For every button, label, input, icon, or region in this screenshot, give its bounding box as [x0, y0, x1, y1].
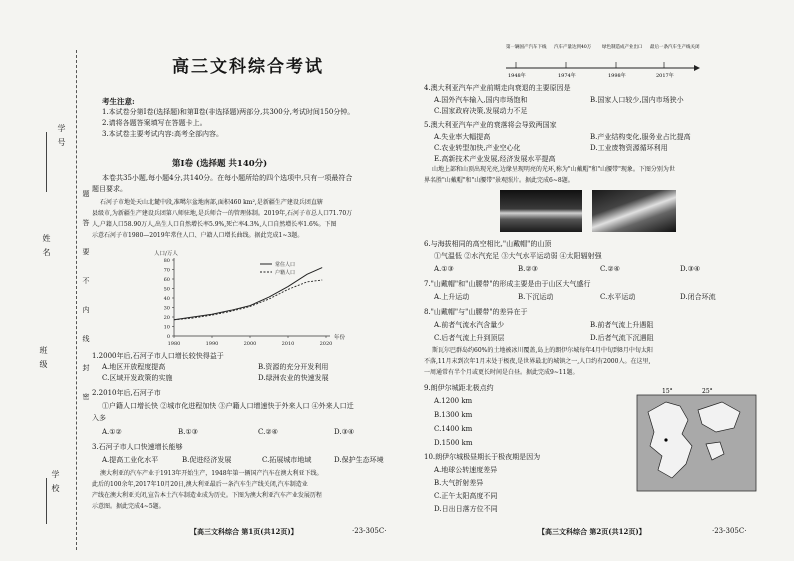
id-write-line [46, 132, 47, 192]
chart-ytick-label: 50 [163, 286, 170, 293]
chart-ytick-label: 30 [163, 305, 170, 312]
q3-option-c[interactable]: C.拓展城市地域 [262, 456, 312, 464]
footer-left-code: ·23-305C· [352, 527, 387, 535]
q7-option-d[interactable]: D.闭合环流 [680, 293, 716, 301]
q2-option-d[interactable]: D.③④ [334, 428, 355, 436]
q9-option-c[interactable]: C.1400 km [434, 425, 473, 433]
chart-xtick-label: 1980 [167, 341, 181, 347]
chart-ylabel: 人口/万人 [154, 251, 178, 257]
q10-option-b[interactable]: B.大气折射差异 [434, 479, 484, 487]
population-chart [140, 246, 360, 350]
chart-ytick-label: 20 [163, 315, 170, 321]
photo-mountain-cap [500, 190, 582, 232]
q4-stem: 4.澳大利亚汽车产业前期走向衰退的主要原因是 [424, 84, 571, 92]
passage3-line-2: 界名胜"山戴帽"和"山腰带"景观照片。据此完成6~8题。 [424, 177, 574, 184]
passage1-line-1: 石河子市地处天山北麓中段,准噶尔盆地南部,面积460 km²,是新疆生产建设兵团直辖 [100, 199, 323, 206]
svalbard-map [636, 386, 758, 494]
note-3: 3.本试卷主要考试内容:高考全部内容。 [102, 130, 224, 138]
q5-option-c[interactable]: C.农业转型加快,产业空心化 [434, 144, 521, 152]
student-id-label: 学号 [57, 124, 66, 152]
q4-option-b[interactable]: B.国家人口较少,国内市场狭小 [590, 96, 684, 104]
chart-ytick-label: 0 [166, 334, 170, 340]
seal-line-text: 题 答 要 不 内 线 封 密 [82, 190, 90, 401]
timeline-label-2: 汽车产量达到40万 [554, 45, 592, 50]
chart-legend-label: 常住人口 [275, 262, 296, 268]
q7-option-c[interactable]: C.水平运动 [600, 293, 636, 301]
chart-legend-label: 户籍人口 [275, 270, 296, 276]
q2-statements: ①户籍人口增长快 ②城市化进程加快 ③户籍人口增速快于外来人口 ④外来人口迁 [102, 402, 354, 410]
map-lon-15: 15° [662, 388, 673, 395]
q8-option-a[interactable]: A.前者气流水汽含量少 [434, 321, 505, 329]
passage1-line-4: 示意石河子市1980—2019年常住人口、户籍人口增长曲线。据此完成1~3题。 [92, 232, 304, 239]
q3-stem: 3.石河子市人口快速增长能够 [92, 443, 183, 451]
note-1: 1.本试卷分第Ⅰ卷(选择题)和第Ⅱ卷(非选择题)两部分,共300分,考试时间150分钟。 [102, 108, 355, 116]
passage4-line-2: 不落,11月末到次年1月末处于极夜,是世界最北的城镇之一,人口约有2000人。在这里, [424, 358, 651, 365]
q4-option-a[interactable]: A.国外汽车输入,国内市场饱和 [434, 96, 528, 104]
chart-xtick-label: 2010 [281, 341, 295, 347]
q5-option-e[interactable]: E.高新技术产业发展,经济发展水平提高 [434, 155, 556, 163]
q1-option-c[interactable]: C.区域开发政策的实施 [102, 374, 173, 382]
passage2-line-4: 示意图。据此完成4~5题。 [92, 503, 165, 510]
photo-mountain-belt [592, 190, 676, 232]
chart-xtick-label: 2000 [243, 341, 257, 347]
chart-ytick-label: 60 [163, 277, 170, 283]
notes-heading: 考生注意: [102, 97, 135, 106]
chart-legend [260, 261, 295, 276]
q5-option-b[interactable]: B.产业结构变化,服务业占比提高 [590, 133, 691, 141]
q2-statements-cont: 入多 [92, 414, 106, 422]
q1-option-a[interactable]: A.地区开放程度提高 [102, 363, 166, 371]
passage1-line-2: 县级市,为新疆生产建设兵团第八师驻地,是兵师合一的管理体制。2019年,石河子市总人口71.70万 [92, 210, 353, 217]
q2-option-b[interactable]: B.①③ [178, 428, 198, 436]
q6-option-d[interactable]: D.③④ [680, 265, 701, 273]
chart-ytick-label: 70 [163, 267, 170, 274]
name-label: 姓名 [42, 234, 51, 262]
q9-stem: 9.朗伊尔城距北极点约 [424, 384, 494, 392]
q8-option-b[interactable]: B.前者气流上升遇阻 [590, 321, 654, 329]
timeline-label-4: 最后一条汽车生产线关闭 [650, 45, 700, 50]
chart-ytick-label: 10 [163, 324, 170, 331]
q1-option-d[interactable]: D.绿洲农业的快速发展 [258, 374, 329, 382]
school-label: 学校 [51, 470, 60, 498]
q9-option-b[interactable]: B.1300 km [434, 411, 473, 419]
chart-x-ticks [168, 336, 333, 347]
chart-y-ticks [164, 258, 174, 340]
q6-option-c[interactable]: C.②④ [600, 265, 620, 273]
q5-option-a[interactable]: A.失业率大幅提高 [434, 133, 491, 141]
chart-series-line-1 [174, 268, 322, 320]
timeline-year-1: 1948年 [508, 73, 526, 79]
footer-right-code: ·23-305C· [712, 527, 747, 535]
timeline-year-4: 2017年 [656, 73, 674, 79]
q7-stem: 7."山戴帽"和"山腰带"的形成主要是由于山区大气盛行 [424, 280, 591, 288]
q3-option-a[interactable]: A.提高工业化水平 [102, 456, 159, 464]
class-label: 班级 [39, 346, 48, 374]
footer-right: 【高三文科综合 第2页(共12页)】 [538, 527, 646, 536]
q7-option-b[interactable]: B.下沉运动 [518, 293, 554, 301]
q8-stem: 8."山戴帽"与"山腰带"的差异在于 [424, 308, 528, 316]
timeline-label-1: 第一辆国产汽车下线 [506, 45, 547, 50]
q9-option-a[interactable]: A.1200 km [434, 397, 473, 405]
passage3-line-1: 山地上部和山顶出现光亮,边缘呈现明亮的光环,称为"山戴帽"和"山腰带"现象。下图分别为世 [432, 166, 675, 173]
q9-option-d[interactable]: D.1500 km [434, 439, 473, 447]
passage2-line-3: 产线在澳大利亚关闭,宣告本土汽车制造业成为历史。下图为澳大利亚汽车产业发展历程 [92, 492, 322, 499]
timeline-year-2: 1974年 [558, 73, 576, 79]
note-2: 2.请将各题答案填写在答题卡上。 [102, 119, 207, 127]
q10-stem: 10.朗伊尔城极昼期长于极夜期是因为 [424, 453, 541, 461]
q3-option-b[interactable]: B.促进经济发展 [182, 456, 232, 464]
chart-ytick-label: 80 [163, 258, 170, 264]
chart-ytick-label: 40 [163, 296, 170, 302]
passage1-line-3: 人,户籍人口58.90万人,出生人口自然增长率5.9%,死亡率4.3%,人口自然增长率1.6%。下图 [92, 221, 337, 228]
passage2-line-2: 此后的100余年,2017年10月20日,澳大利亚最后一条汽车生产线关闭,汽车制造业 [92, 481, 308, 488]
q6-statements: ①气温低 ②水汽充足 ③大气水平运动弱 ④太阳辐射强 [434, 252, 602, 260]
part1-intro-1: 本卷共35小题,每小题4分,共140分。在每小题所给的四个选项中,只有一项最符合 [102, 174, 353, 182]
q2-option-c[interactable]: C.②④ [258, 428, 278, 436]
q8-option-d[interactable]: D.后者气流下沉遇阻 [590, 334, 654, 342]
school-write-line [46, 478, 47, 524]
q10-option-d[interactable]: D.日出日落方位不同 [434, 505, 498, 513]
part1-intro-2: 题目要求。 [92, 185, 127, 193]
footer-left: 【高三文科综合 第1页(共12页)】 [190, 527, 298, 536]
passage4-line-3: 一周通常有半个月或更长时间是白昼。据此完成9~11题。 [424, 369, 579, 376]
q3-option-d[interactable]: D.保护生态环境 [334, 456, 384, 464]
q6-option-b[interactable]: B.②③ [518, 265, 538, 273]
auto-industry-timeline [504, 42, 704, 80]
q10-option-a[interactable]: A.地球公转速度差异 [434, 466, 498, 474]
exam-title: 高三文科综合考试 [172, 57, 324, 77]
q5-option-d[interactable]: D.工业废物资源循环利用 [590, 144, 668, 152]
q7-option-a[interactable]: A.上升运动 [434, 293, 470, 301]
chart-xtick-label: 1990 [205, 341, 219, 347]
chart-series [174, 268, 322, 320]
chart-series-line-2 [174, 280, 322, 320]
q2-stem: 2.2010年后,石河子市 [92, 389, 161, 397]
q6-option-a[interactable]: A.①③ [434, 265, 454, 273]
q8-option-c[interactable]: C.后者气流上升到顶层 [434, 334, 505, 342]
timeline-label-3: 绿色制造成产业出口 [602, 45, 643, 50]
passage2-line-1: 澳大利亚的汽车产业于1913年开始生产，1948年第一辆国产汽车在澳大利亚下线。 [100, 470, 323, 477]
q1-stem: 1.2000年后,石河子市人口增长较快得益于 [92, 352, 224, 360]
seal-dashed-line [76, 50, 77, 550]
chart-xlabel: 年份 [334, 335, 346, 341]
part1-heading: 第Ⅰ卷 (选择题 共140分) [172, 159, 268, 169]
timeline-year-3: 1998年 [608, 73, 626, 79]
chart-xtick-label: 2020 [319, 341, 333, 347]
q5-stem: 5.澳大利亚汽车产业的衰落将会导致两国家 [424, 121, 557, 129]
q2-option-a[interactable]: A.①② [102, 428, 122, 436]
q4-option-c[interactable]: C.国家政府决策,发展动力不足 [434, 107, 528, 115]
map-lon-25: 25° [702, 388, 713, 395]
q1-option-b[interactable]: B.资源的充分开发利用 [258, 363, 329, 371]
q10-option-c[interactable]: C.正午太阳高度不同 [434, 492, 498, 500]
longyearbyen-dot [664, 438, 667, 441]
q6-stem: 6.与海拔相同的高空相比,"山戴帽"的山顶 [424, 240, 552, 248]
passage4-line-1: 斯瓦尔巴群岛约60%的土地被冰川覆盖,岛上的朗伊尔城每年4月中旬到8月中旬太阳 [432, 347, 653, 354]
